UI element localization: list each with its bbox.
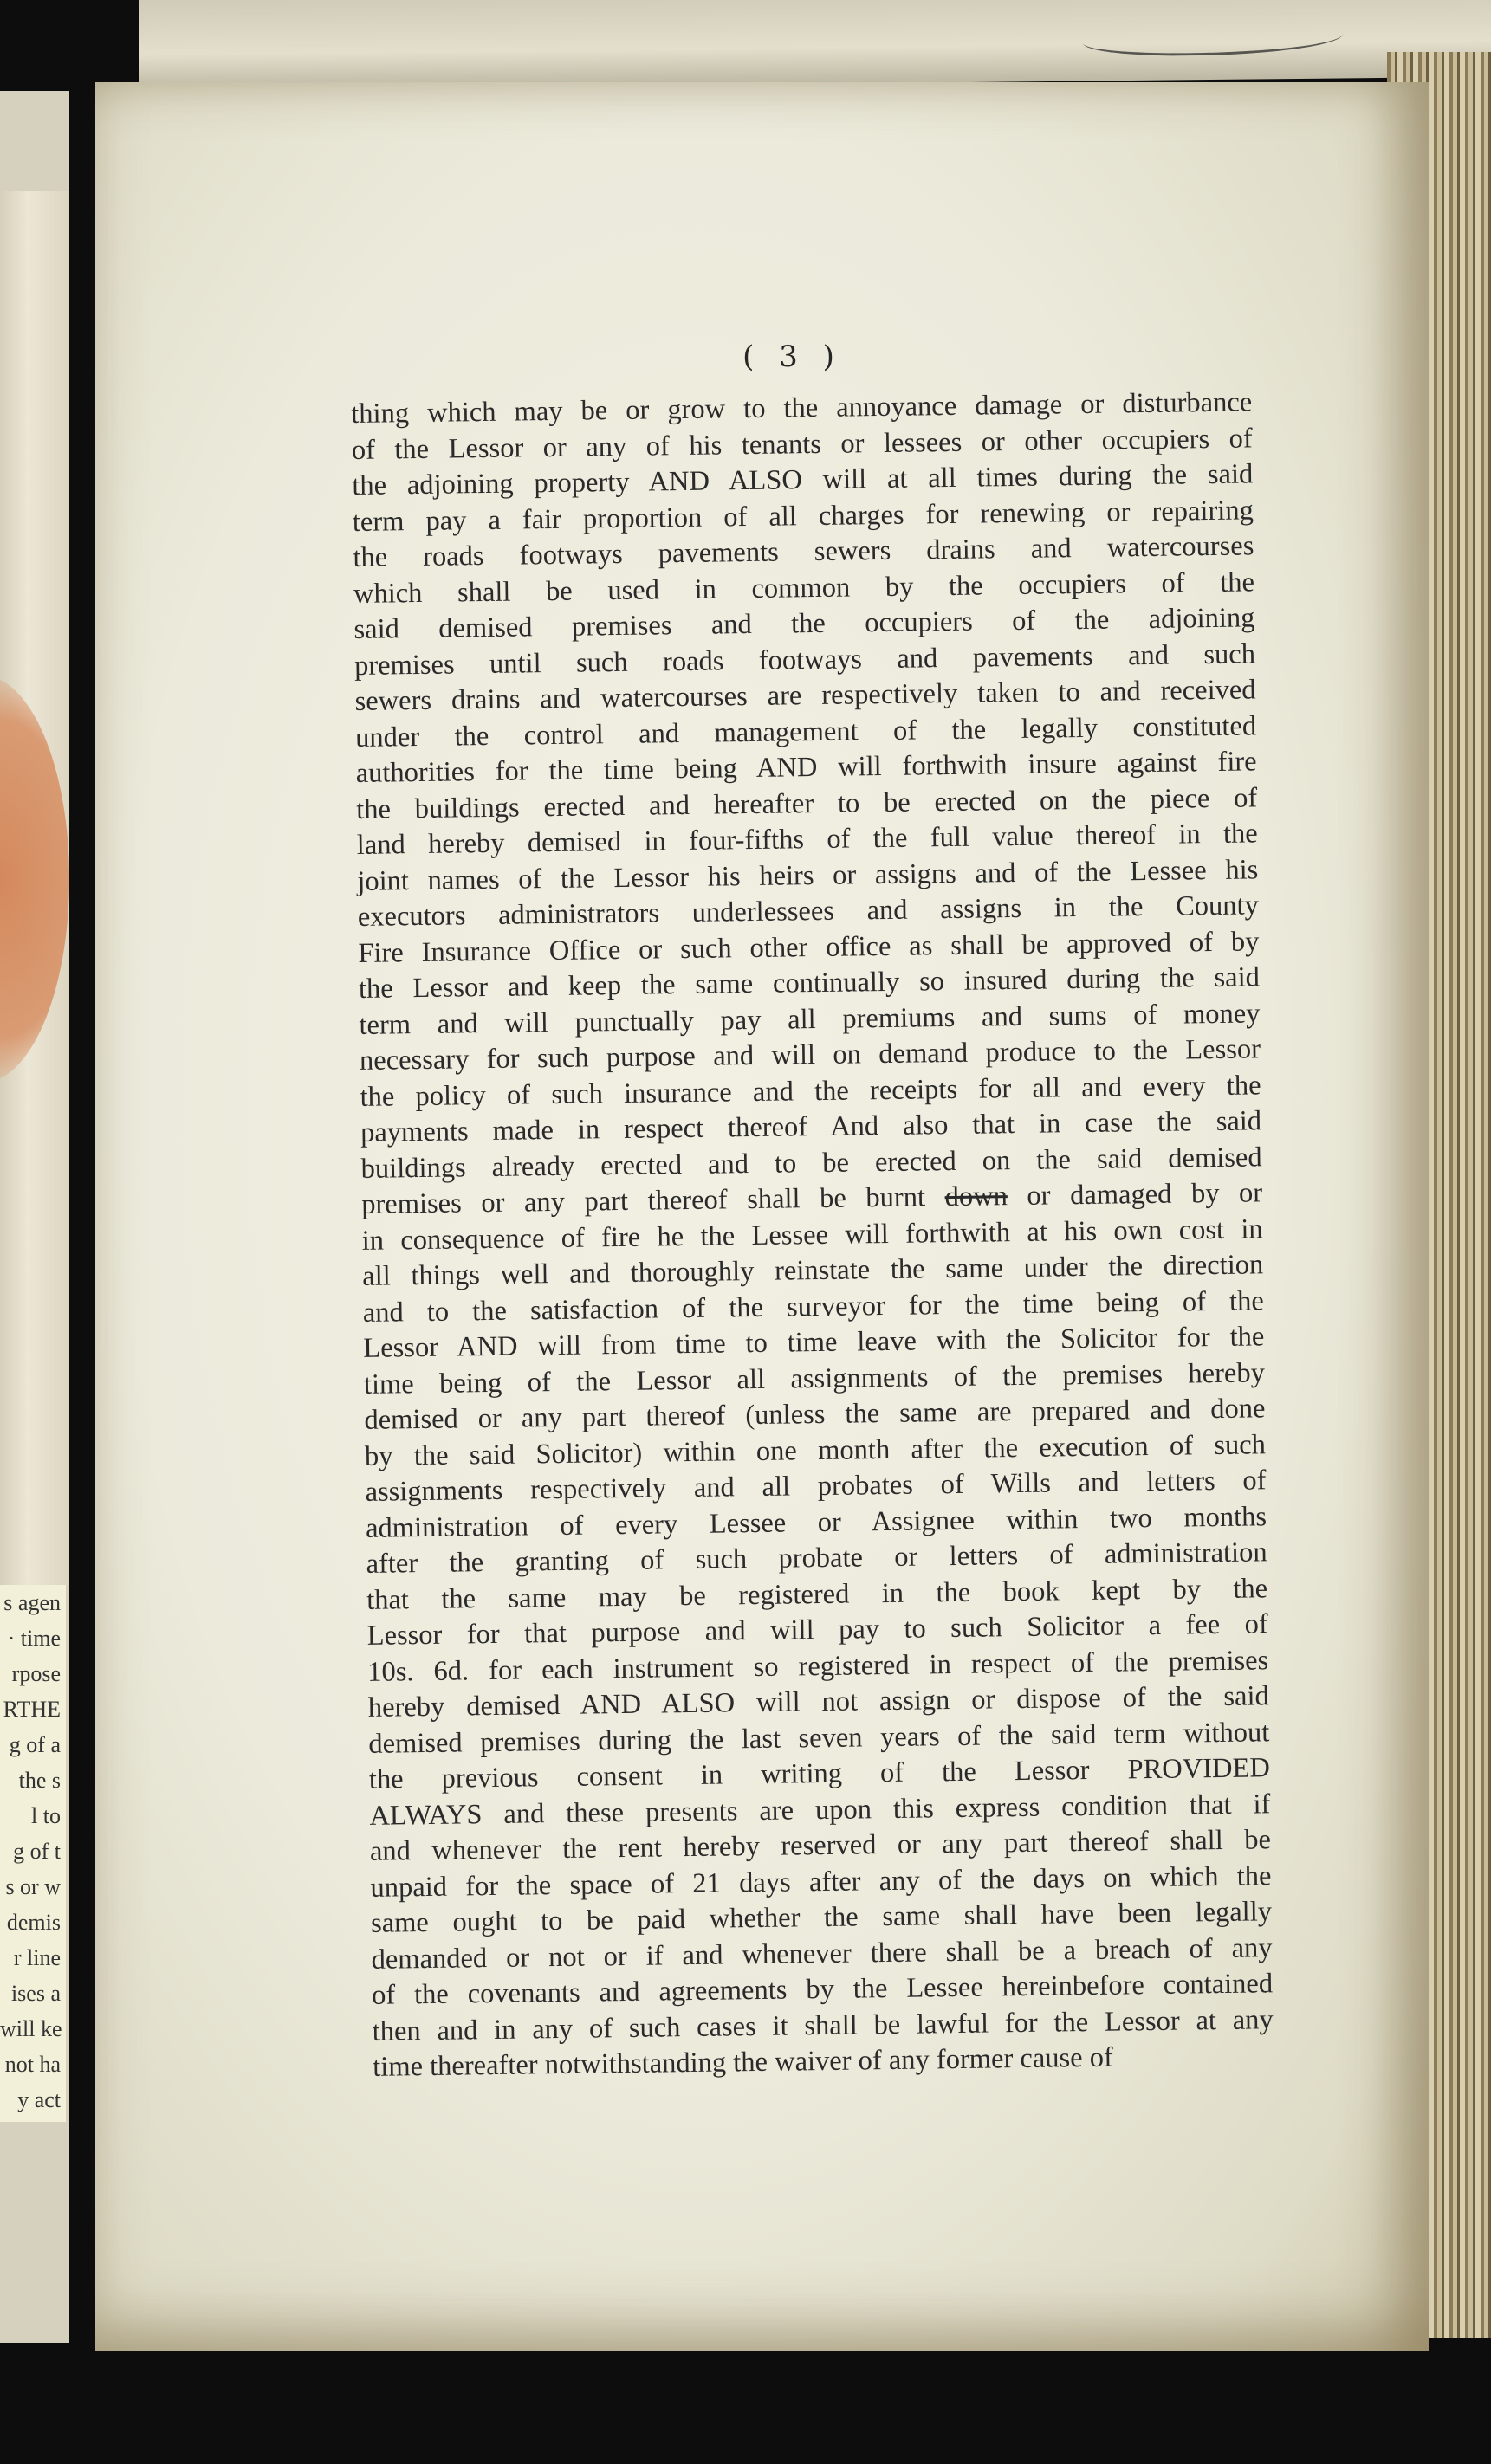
next-page-edge <box>139 0 1491 91</box>
fragment-line: r line <box>13 1945 61 1970</box>
text-line: 10s. 6d. for each instrument so registered in respect of the premises <box>367 1644 1269 1688</box>
fragment-line: y act <box>17 2087 61 2112</box>
text-line: buildings already erected and to be erected on the said demised <box>360 1141 1262 1185</box>
fragment-line: g of t <box>13 1839 61 1864</box>
fragment-line: the s <box>18 1768 61 1793</box>
orange-stain <box>0 676 69 1083</box>
text-line: by the said Solicitor) within one month after the execution of such <box>364 1428 1267 1472</box>
text-line: necessary for such purpose and will on demand produce to the Lessor <box>359 1033 1261 1077</box>
page-number: ( 3 ) <box>742 340 834 374</box>
text-line: the previous consent in writing of the Lessor PROVIDED <box>368 1752 1271 1795</box>
handwritten-scrawl <box>1083 20 1343 56</box>
text-line: that the same may be registered in the book kept by the <box>366 1572 1268 1616</box>
text-line: land hereby demised in four-fifths of the full value thereof in the <box>356 818 1258 861</box>
text-line: under the control and management of the legally constituted <box>354 709 1257 753</box>
text-line: the Lessor and keep the same continually so insured during the said <box>358 961 1261 1005</box>
text-line: the roads footways pavements sewers drains and watercourses <box>353 530 1254 573</box>
fragment-line: will ke <box>0 2016 62 2041</box>
text-line: administration of every Lessee or Assignee within two months <box>365 1500 1267 1544</box>
text-line: the policy of such insurance and the receipts for all and every the <box>360 1069 1261 1113</box>
text-line: and whenever the rent hereby reserved or any part thereof shall be <box>369 1824 1272 1867</box>
text-line: and to the satisfaction of the surveyor for the time being of the <box>362 1284 1264 1329</box>
fragment-line: rpose <box>11 1661 61 1686</box>
fragment-line: s or w <box>5 1874 61 1899</box>
text-line: authorities for the time being AND will forthwith insure against fire <box>355 746 1257 789</box>
text-line: demised or any part thereof (unless the same are prepared and done <box>364 1393 1266 1436</box>
text-line: hereby demised AND ALSO will not assign or dispose of the said <box>367 1680 1269 1724</box>
text-line: Fire Insurance Office or such other office as shall be approved of by <box>358 925 1260 969</box>
text-line: payments made in respect thereof And also that in case the said <box>360 1105 1262 1148</box>
fragment-line: s agen <box>3 1590 61 1615</box>
fragment-line: l to <box>31 1803 61 1828</box>
text-line: term pay a fair proportion of all charges for renewing or repairing <box>352 494 1254 538</box>
text-line: unpaid for the space of 21 days after any of the days on which the <box>370 1859 1272 1904</box>
fragment-line: · time <box>7 1626 61 1651</box>
fragment-line: ises a <box>10 1981 61 2006</box>
text-line: after the granting of such probate or letters of administration <box>366 1536 1267 1580</box>
text-line: said demised premises and the occupiers of the adjoining <box>353 602 1255 645</box>
text-line: same ought to be paid whether the same shall have been legally <box>370 1896 1273 1939</box>
text-line: of the covenants and agreements by the Lessee hereinbefore contained <box>371 1968 1274 2011</box>
text-line: in consequence of fire he the Lessee will forthwith at his own cost in <box>361 1213 1263 1257</box>
text-segment: or damaged by or <box>1007 1177 1263 1213</box>
body-text <box>351 385 1274 2086</box>
text-line: demanded or not or if and whenever there shall be a breach of any <box>371 1931 1273 1976</box>
text-line: time thereafter notwithstanding the waiver of any former cause of <box>373 2041 1114 2083</box>
left-page-fragment <box>0 1585 66 2122</box>
text-line: sewers drains and watercourses are respectively taken to and received <box>354 674 1256 717</box>
text-line: which shall be used in common by the occupiers of the <box>353 566 1255 610</box>
fragment-line: g of a <box>9 1732 61 1757</box>
fragment-line: demis <box>6 1910 61 1935</box>
text-line: term and will punctually pay all premiums and sums of money <box>359 997 1261 1041</box>
fragment-line: not ha <box>4 2052 61 2077</box>
text-line: Lessor AND will from time to time leave with the Solicitor for the <box>363 1321 1265 1364</box>
text-line: then and in any of such cases it shall be lawful for the Lessor at any <box>372 2003 1274 2047</box>
text-line: demised premises during the last seven years of the said term without <box>368 1716 1270 1760</box>
left-cloth-page <box>0 191 69 1585</box>
text-line: Lessor for that purpose and will pay to such Solicitor a fee of <box>366 1608 1268 1652</box>
text-segment: premises or any part thereof shall be burnt <box>360 1181 945 1220</box>
text-line: time being of the Lessor all assignments of the premises hereby <box>363 1356 1266 1400</box>
text-line: executors administrators underlessees and assigns in the County <box>357 889 1260 933</box>
fragment-line: RTHE <box>3 1697 61 1722</box>
struck-word: down <box>944 1180 1008 1213</box>
text-line: all things well and thoroughly reinstate the same under the direction <box>362 1249 1264 1292</box>
text-line: ALWAYS and these presents are upon this express condition that if <box>369 1788 1271 1832</box>
text-line: premises until such roads footways and pavements and such <box>353 637 1256 682</box>
text-line: the buildings erected and hereafter to be erected on the piece of <box>356 781 1258 825</box>
text-line: assignments respectively and all probates of Wills and letters of <box>365 1465 1267 1508</box>
text-line: the adjoining property AND ALSO will at all times during the said <box>352 458 1254 501</box>
text-line: thing which may be or grow to the annoyance damage or disturbance <box>351 386 1253 430</box>
text-line: of the Lessor or any of his tenants or lessees or other occupiers of <box>351 422 1253 466</box>
text-line: joint names of the Lessor his heirs or assigns and of the Lessee his <box>357 853 1259 897</box>
